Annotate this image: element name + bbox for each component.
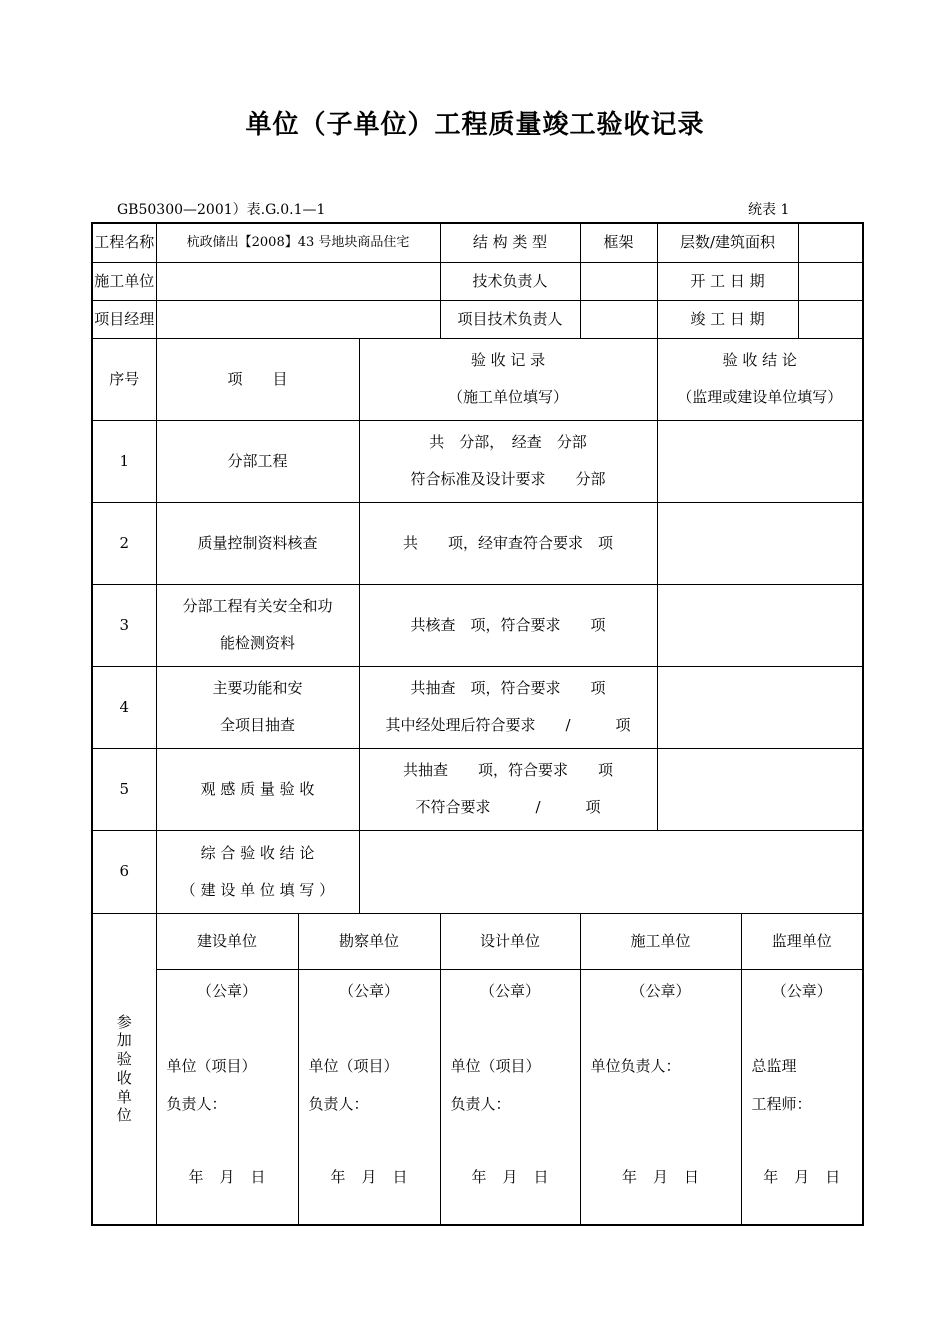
project-name-label: 工程名称 bbox=[92, 223, 156, 262]
sign-date: 年 月 日 bbox=[763, 1167, 841, 1186]
builder-label: 施工单位 bbox=[92, 262, 156, 300]
seal-label: （公章） bbox=[196, 981, 257, 1000]
header-row-builder bbox=[92, 262, 863, 300]
structure-type-value: 框架 bbox=[580, 223, 657, 262]
row-item: 观 感 质 量 验 收 bbox=[156, 748, 359, 830]
sign-line1: 单位（项目） bbox=[450, 1056, 541, 1075]
row-conclusion[interactable] bbox=[657, 502, 863, 584]
row-item bbox=[156, 666, 359, 748]
row-record[interactable]: 共核查 项，符合要求 项 bbox=[359, 584, 657, 666]
table-row bbox=[92, 748, 863, 830]
conclusion-header bbox=[657, 338, 863, 420]
sign-line1: 单位（项目） bbox=[308, 1056, 399, 1075]
conclusion-header-line1: 验 收 结 论 bbox=[722, 351, 797, 369]
participants-header-row bbox=[92, 913, 863, 969]
row-conclusion[interactable] bbox=[657, 584, 863, 666]
seq-header: 序号 bbox=[92, 338, 156, 420]
row-number: 3 bbox=[92, 584, 156, 666]
row-item-line1: 分部工程有关安全和功 bbox=[182, 597, 333, 615]
table-row bbox=[92, 830, 863, 913]
form-code: GB50300—2001）表.G.0.1—1 bbox=[117, 202, 326, 218]
tech-lead-value[interactable] bbox=[580, 262, 657, 300]
sign-cell-supervision[interactable] bbox=[741, 969, 863, 1225]
row-record[interactable] bbox=[359, 420, 657, 502]
row-number: 5 bbox=[92, 748, 156, 830]
row-number: 4 bbox=[92, 666, 156, 748]
sign-cell-owner[interactable] bbox=[156, 969, 298, 1225]
overall-conclusion-value[interactable] bbox=[359, 830, 863, 913]
item-header: 项 目 bbox=[156, 338, 359, 420]
tech-lead-label: 技术负责人 bbox=[440, 262, 580, 300]
row-record[interactable] bbox=[359, 666, 657, 748]
sign-line2: 负责人： bbox=[450, 1094, 511, 1113]
row-record-line1: 共抽查 项，符合要求 项 bbox=[410, 679, 606, 697]
sign-line2: 负责人： bbox=[166, 1094, 227, 1113]
row-item bbox=[156, 830, 359, 913]
row-number: 1 bbox=[92, 420, 156, 502]
table-row bbox=[92, 420, 863, 502]
project-tech-lead-label: 项目技术负责人 bbox=[440, 300, 580, 338]
unit-name-design: 设计单位 bbox=[440, 913, 580, 969]
row-number: 2 bbox=[92, 502, 156, 584]
row-item-line1: 综 合 验 收 结 论 bbox=[200, 843, 315, 862]
sign-line1: 单位负责人： bbox=[590, 1056, 681, 1075]
table-row bbox=[92, 502, 863, 584]
sign-date: 年 月 日 bbox=[621, 1167, 700, 1186]
row-conclusion[interactable] bbox=[657, 420, 863, 502]
participants-side-label: 参 加 验 收 单 位 bbox=[92, 913, 156, 1225]
record-header-line2: （施工单位填写） bbox=[448, 388, 569, 406]
table-row bbox=[92, 666, 863, 748]
row-item-line2: 能检测资料 bbox=[219, 634, 295, 652]
row-item-line1: 主要功能和安 bbox=[212, 679, 303, 697]
sign-cell-design[interactable] bbox=[440, 969, 580, 1225]
sign-line2: 负责人： bbox=[308, 1094, 369, 1113]
seal-label: （公章） bbox=[480, 981, 541, 1000]
sign-date: 年 月 日 bbox=[330, 1167, 408, 1186]
record-header-line1: 验 收 记 录 bbox=[470, 351, 546, 369]
project-name-value: 杭政储出【2008】43 号地块商品住宅 bbox=[156, 223, 440, 262]
column-header-row bbox=[92, 338, 863, 420]
row-item: 质量控制资料核查 bbox=[156, 502, 359, 584]
row-item bbox=[156, 584, 359, 666]
row-record-line2: 其中经处理后符合要求 / 项 bbox=[385, 716, 631, 734]
participants-sign-row bbox=[92, 969, 863, 1225]
table-row bbox=[92, 584, 863, 666]
row-conclusion[interactable] bbox=[657, 748, 863, 830]
structure-type-label: 结 构 类 型 bbox=[440, 223, 580, 262]
header-row-manager bbox=[92, 300, 863, 338]
row-record[interactable] bbox=[359, 748, 657, 830]
sign-date: 年 月 日 bbox=[188, 1167, 266, 1186]
row-record-line2: 不符合要求 / 项 bbox=[415, 798, 601, 816]
completion-date-value[interactable] bbox=[798, 300, 863, 338]
seal-label: （公章） bbox=[771, 981, 832, 1000]
row-conclusion[interactable] bbox=[657, 666, 863, 748]
row-record-line2: 符合标准及设计要求 分部 bbox=[410, 470, 606, 488]
seal-label: （公章） bbox=[630, 981, 691, 1000]
sign-cell-survey[interactable] bbox=[298, 969, 440, 1225]
unit-name-construction: 施工单位 bbox=[580, 913, 741, 969]
project-tech-lead-value[interactable] bbox=[580, 300, 657, 338]
row-item-line2: （ 建 设 单 位 填 写 ） bbox=[180, 880, 335, 899]
start-date-label: 开 工 日 期 bbox=[657, 262, 798, 300]
sign-line1: 总监理 bbox=[751, 1056, 797, 1075]
project-manager-value[interactable] bbox=[156, 300, 440, 338]
row-item: 分部工程 bbox=[156, 420, 359, 502]
seal-label: （公章） bbox=[339, 981, 400, 1000]
row-number: 6 bbox=[92, 830, 156, 913]
page-title: 单位（子单位）工程质量竣工验收记录 bbox=[245, 110, 705, 140]
conclusion-header-line2: （监理或建设单位填写） bbox=[677, 388, 843, 406]
record-header bbox=[359, 338, 657, 420]
row-record[interactable]: 共 项，经审查符合要求 项 bbox=[359, 502, 657, 584]
floors-area-label: 层数/建筑面积 bbox=[657, 223, 798, 262]
sign-line2: 工程师： bbox=[751, 1094, 812, 1113]
sign-cell-construction[interactable] bbox=[580, 969, 741, 1225]
table-number: 统表 1 bbox=[748, 202, 790, 218]
row-record-line1: 共 分部， 经查 分部 bbox=[429, 433, 587, 451]
builder-value[interactable] bbox=[156, 262, 440, 300]
row-record-line1: 共抽查 项，符合要求 项 bbox=[403, 761, 614, 779]
row-item-line2: 全项目抽查 bbox=[219, 716, 295, 734]
header-row-project bbox=[92, 223, 863, 262]
unit-name-supervision: 监理单位 bbox=[741, 913, 863, 969]
acceptance-form-table bbox=[91, 222, 864, 1226]
unit-name-survey: 勘察单位 bbox=[298, 913, 440, 969]
unit-name-owner: 建设单位 bbox=[156, 913, 298, 969]
project-manager-label: 项目经理 bbox=[92, 300, 156, 338]
sign-line1: 单位（项目） bbox=[166, 1056, 257, 1075]
floors-area-value[interactable] bbox=[798, 223, 863, 262]
start-date-value[interactable] bbox=[798, 262, 863, 300]
sign-date: 年 月 日 bbox=[471, 1167, 549, 1186]
completion-date-label: 竣 工 日 期 bbox=[657, 300, 798, 338]
